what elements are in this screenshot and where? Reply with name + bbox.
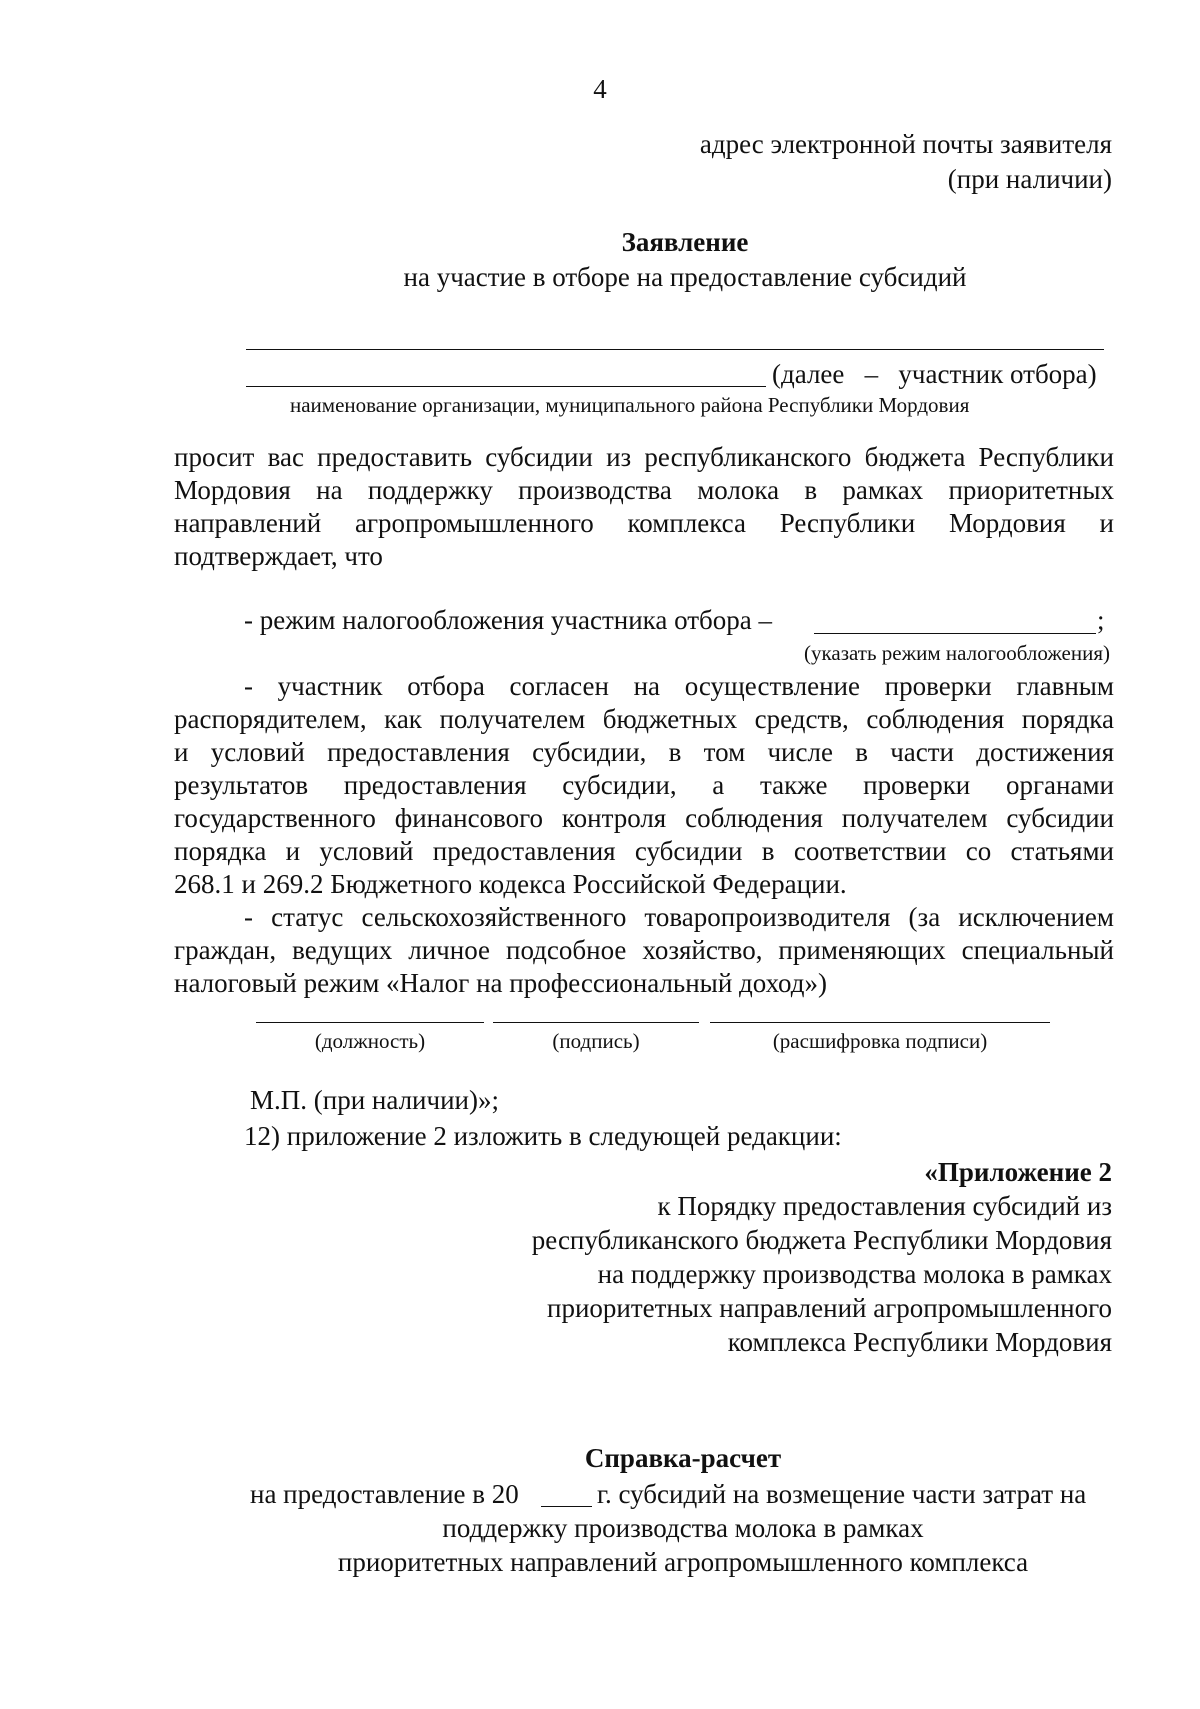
- request-line: просит вас предоставить субсидии из республиканского бюджета Республики: [174, 442, 1114, 472]
- participant-alias: (далее – участник отбора): [772, 359, 1097, 389]
- consent-line: результатов предоставления субсидии, а также проверки органами: [174, 770, 1114, 800]
- signature-decode-blank: [710, 1022, 1050, 1023]
- consent-line: распорядителем, как получателем бюджетных средств, соблюдения порядка: [174, 704, 1114, 734]
- calc-line-2: поддержку производства молока в рамках: [442, 1513, 924, 1543]
- consent-line: - участник отбора согласен на осуществление проверки главным: [244, 671, 1114, 701]
- tax-regime-caption: (указать режим налогообложения): [804, 641, 1110, 665]
- status-line: граждан, ведущих личное подсобное хозяйство, применяющих специальный: [174, 935, 1114, 965]
- consent-paragraph: [174, 670, 1114, 901]
- appendix-line: к Порядку предоставления субсидий из: [657, 1191, 1112, 1221]
- tax-regime-blank: [814, 633, 1096, 634]
- application-title: Заявление: [621, 227, 749, 257]
- consent-line: 268.1 и 269.2 Бюджетного кодекса Российской Федерации.: [174, 869, 847, 899]
- year-blank: [541, 1506, 592, 1507]
- calc-line-3: приоритетных направлений агропромышленного комплекса: [337, 1547, 1029, 1577]
- request-paragraph: [174, 441, 1114, 573]
- position-blank: [256, 1022, 484, 1023]
- appendix-line: республиканского бюджета Республики Мордовия: [531, 1225, 1112, 1255]
- consent-line: и условий предоставления субсидии, в том числе в части достижения: [174, 737, 1114, 767]
- org-name-blank-1: [246, 349, 1104, 350]
- signature-caption: (подпись): [552, 1029, 640, 1053]
- appendix-title: «Приложение 2: [924, 1157, 1112, 1187]
- request-line: подтверждает, что: [174, 541, 383, 571]
- amendment-item: 12) приложение 2 изложить в следующей редакции:: [244, 1121, 842, 1151]
- stamp-place: М.П. (при наличии)»;: [250, 1085, 499, 1115]
- tax-regime-label: - режим налогообложения участника отбора –: [244, 605, 773, 635]
- org-name-caption: наименование организации, муниципального района Республики Мордовия: [290, 393, 970, 417]
- signature-decode-caption: (расшифровка подписи): [772, 1029, 988, 1053]
- request-line: Мордовия на поддержку производства молока в рамках приоритетных: [174, 475, 1114, 505]
- signature-blank: [493, 1022, 699, 1023]
- appendix-line: комплекса Республики Мордовия: [727, 1327, 1112, 1357]
- calc-title: Справка-расчет: [584, 1443, 782, 1473]
- application-subtitle: на участие в отборе на предоставление субсидий: [403, 262, 967, 292]
- page-number: 4: [593, 74, 607, 104]
- calc-line-1b: г. субсидий на возмещение части затрат на: [597, 1479, 1087, 1509]
- tax-regime-end: ;: [1097, 605, 1105, 635]
- status-paragraph: [174, 901, 1114, 1000]
- appendix-line: на поддержку производства молока в рамках: [597, 1259, 1112, 1289]
- position-caption: (должность): [314, 1029, 426, 1053]
- applicant-email-label: адрес электронной почты заявителя: [699, 129, 1112, 159]
- calc-line-1a: на предоставление в 20: [250, 1479, 519, 1509]
- applicant-email-note: (при наличии): [947, 164, 1112, 194]
- status-line: - статус сельскохозяйственного товаропроизводителя (за исключением: [244, 902, 1114, 932]
- appendix-line: приоритетных направлений агропромышленного: [547, 1293, 1112, 1323]
- status-line: налоговый режим «Налог на профессиональный доход»): [174, 968, 828, 998]
- consent-line: порядка и условий предоставления субсидии в соответствии со статьями: [174, 836, 1114, 866]
- request-line: направлений агропромышленного комплекса Республики Мордовия и: [174, 508, 1114, 538]
- consent-line: государственного финансового контроля соблюдения получателем субсидии: [174, 803, 1114, 833]
- org-name-blank-2: [246, 386, 766, 387]
